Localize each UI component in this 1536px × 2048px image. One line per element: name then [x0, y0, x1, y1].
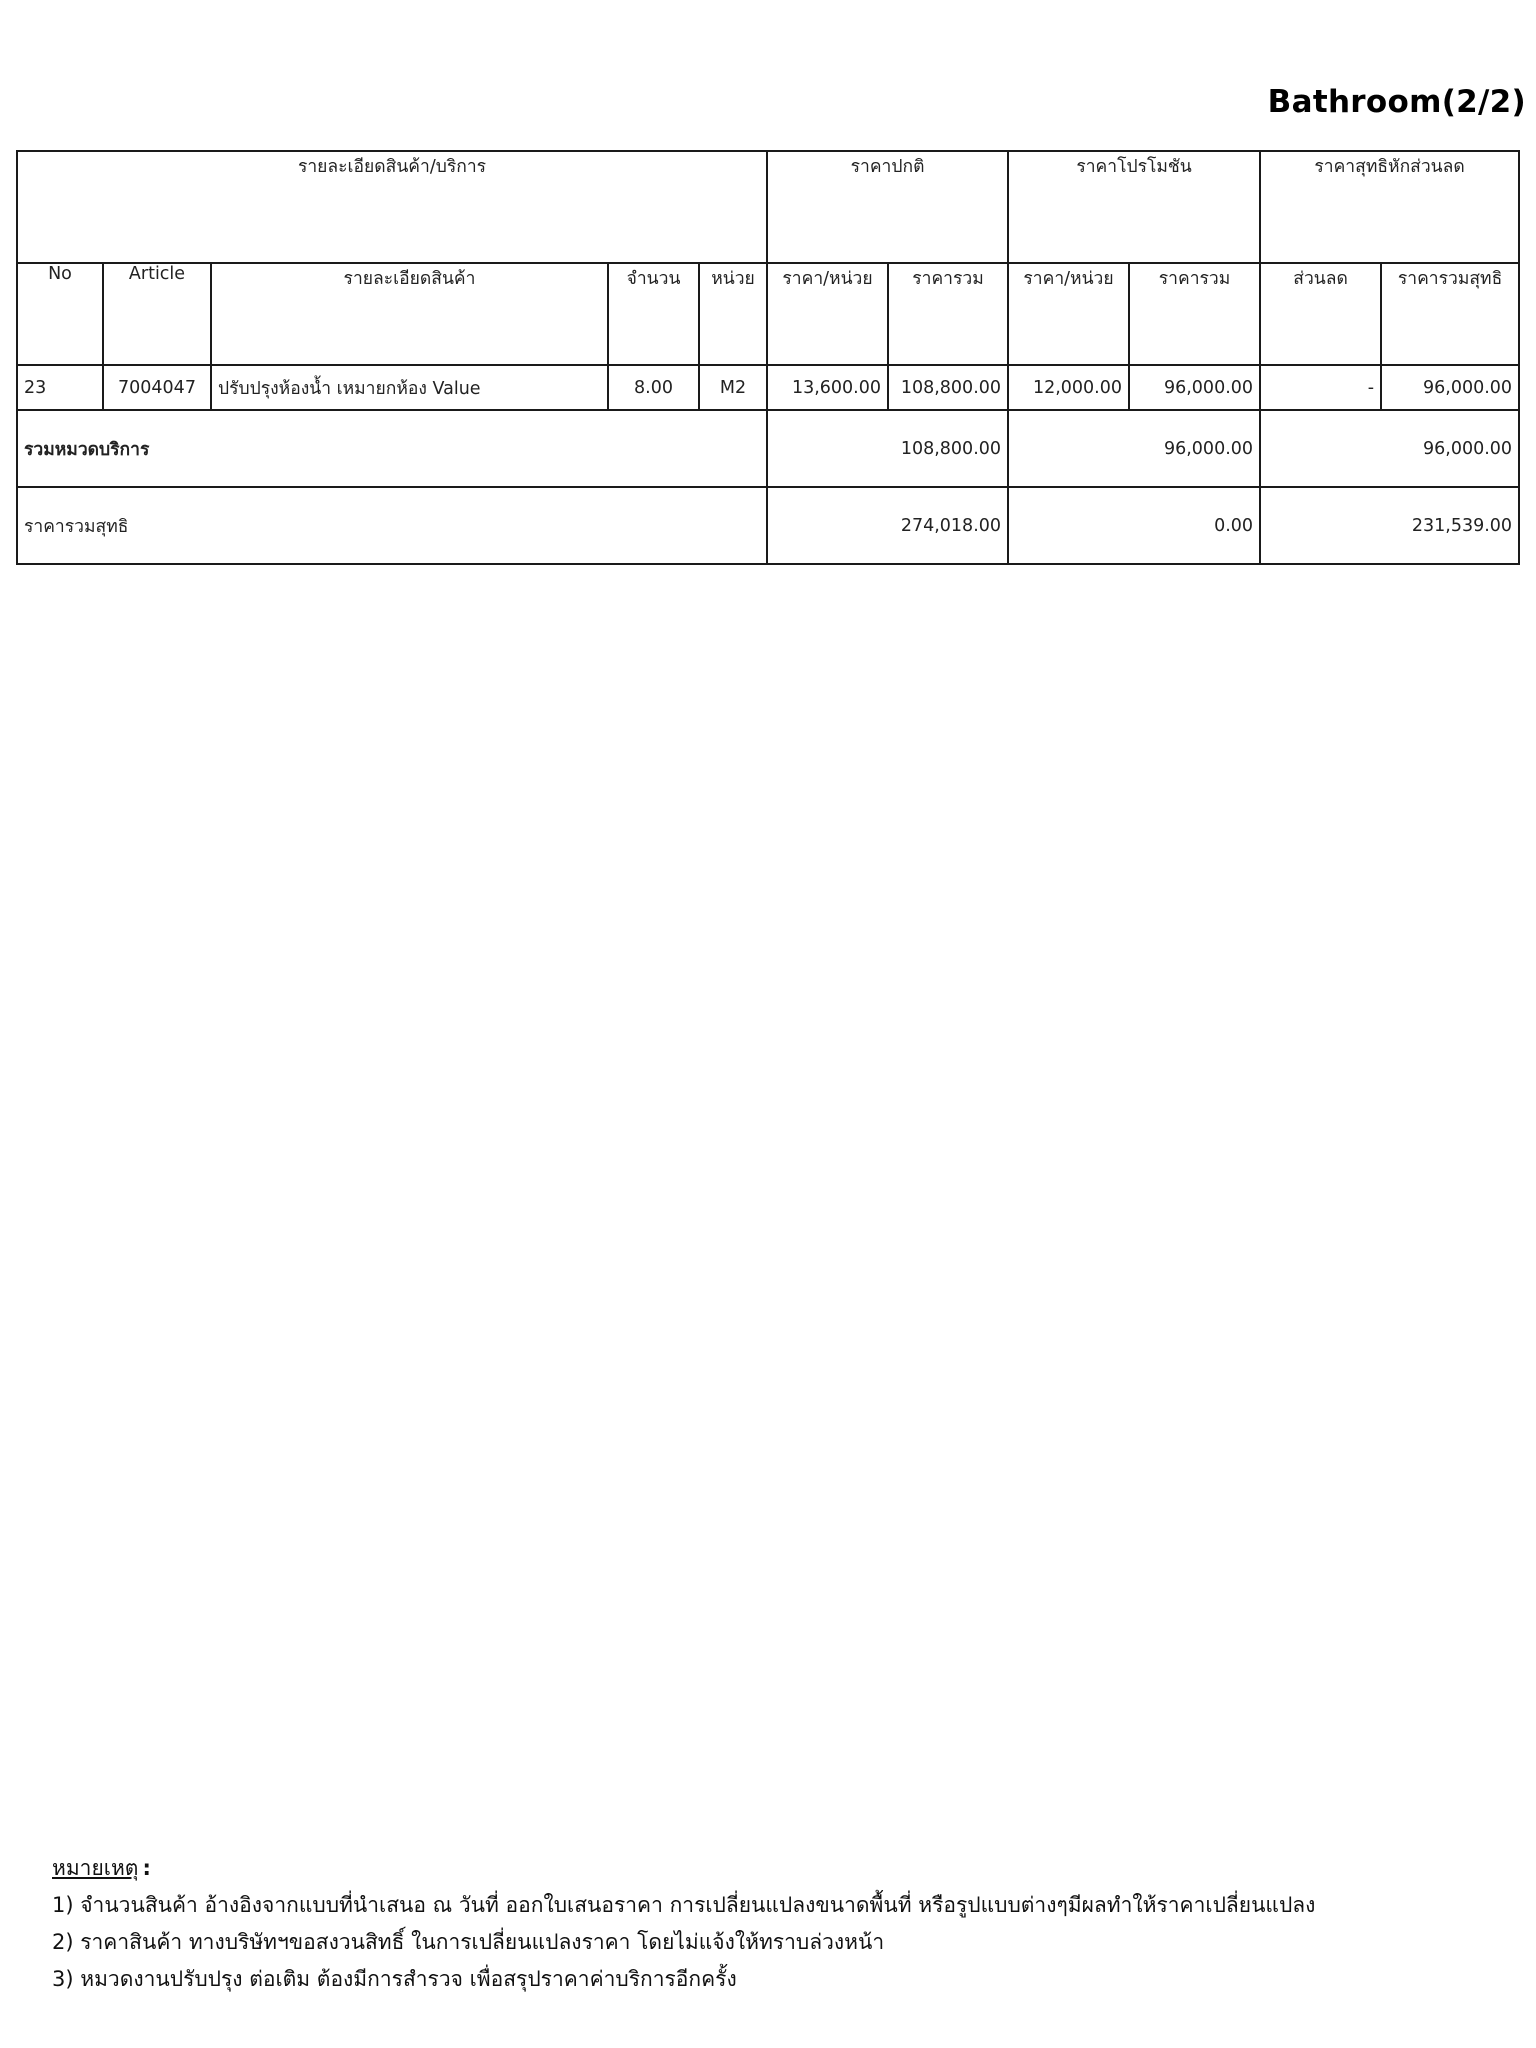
col-header-article: Article	[103, 263, 211, 365]
cell-net-total: 96,000.00	[1381, 365, 1519, 410]
category-total-net: 96,000.00	[1260, 410, 1519, 487]
cell-no: 23	[17, 365, 103, 410]
cell-unit: M2	[699, 365, 767, 410]
grand-total-regular: 274,018.00	[767, 487, 1008, 564]
note-line-3: 3) หมวดงานปรับปรุง ต่อเติม ต้องมีการสำรวจ เพื่อสรุปราคาค่าบริการอีกครั้ง	[52, 1967, 737, 1991]
cell-promo-unit-price: 12,000.00	[1008, 365, 1129, 410]
category-total-regular: 108,800.00	[767, 410, 1008, 487]
header-net-price: ราคาสุทธิหักส่วนลด	[1260, 151, 1519, 263]
col-header-unit: หน่วย	[699, 263, 767, 365]
header-details: รายละเอียดสินค้า/บริการ	[17, 151, 767, 263]
category-total-row	[17, 410, 1519, 487]
category-total-label: รวมหมวดบริการ	[17, 410, 767, 487]
page-title: Bathroom(2/2)	[1267, 84, 1526, 120]
quotation-table	[16, 150, 1520, 565]
note-line-1: 1) จำนวนสินค้า อ้างอิงจากแบบที่นำเสนอ ณ วันที่ ออกใบเสนอราคา การเปลี่ยนแปลงขนาดพื้นที่ หรือรูปแบบต่างๆมีผลทำให้ราคาเปลี่ยนแปลง	[52, 1893, 1316, 1917]
cell-promo-total: 96,000.00	[1129, 365, 1260, 410]
header-regular-price: ราคาปกติ	[767, 151, 1008, 263]
category-total-promo: 96,000.00	[1008, 410, 1260, 487]
notes-heading	[52, 1850, 1512, 1887]
col-header-promo-total: ราคารวม	[1129, 263, 1260, 365]
col-header-no: No	[17, 263, 103, 365]
grand-total-net: 231,539.00	[1260, 487, 1519, 564]
grand-total-row	[17, 487, 1519, 564]
header-promo-price: ราคาโปรโมชัน	[1008, 151, 1260, 263]
grand-total-label: ราคารวมสุทธิ	[17, 487, 767, 564]
cell-regular-total: 108,800.00	[888, 365, 1008, 410]
cell-discount: -	[1260, 365, 1381, 410]
sub-header-row	[17, 263, 1519, 365]
col-header-regular-unit-price: ราคา/หน่วย	[767, 263, 888, 365]
col-header-net-total: ราคารวมสุทธิ	[1381, 263, 1519, 365]
notes-colon: :	[142, 1856, 151, 1880]
cell-quantity: 8.00	[608, 365, 699, 410]
col-header-quantity: จำนวน	[608, 263, 699, 365]
cell-article: 7004047	[103, 365, 211, 410]
grand-total-promo: 0.00	[1008, 487, 1260, 564]
col-header-discount: ส่วนลด	[1260, 263, 1381, 365]
col-header-promo-unit-price: ราคา/หน่วย	[1008, 263, 1129, 365]
group-header-row	[17, 151, 1519, 263]
table-row	[17, 365, 1519, 410]
notes-title: หมายเหตุ	[52, 1856, 139, 1880]
note-line-2: 2) ราคาสินค้า ทางบริษัทฯขอสงวนสิทธิ์ ในการเปลี่ยนแปลงราคา โดยไม่แจ้งให้ทราบล่วงหน้า	[52, 1930, 885, 1954]
notes-section	[52, 1850, 1512, 1998]
col-header-regular-total: ราคารวม	[888, 263, 1008, 365]
col-header-description: รายละเอียดสินค้า	[211, 263, 608, 365]
cell-description: ปรับปรุงห้องน้ำ เหมายกห้อง Value	[211, 365, 608, 410]
cell-regular-unit-price: 13,600.00	[767, 365, 888, 410]
